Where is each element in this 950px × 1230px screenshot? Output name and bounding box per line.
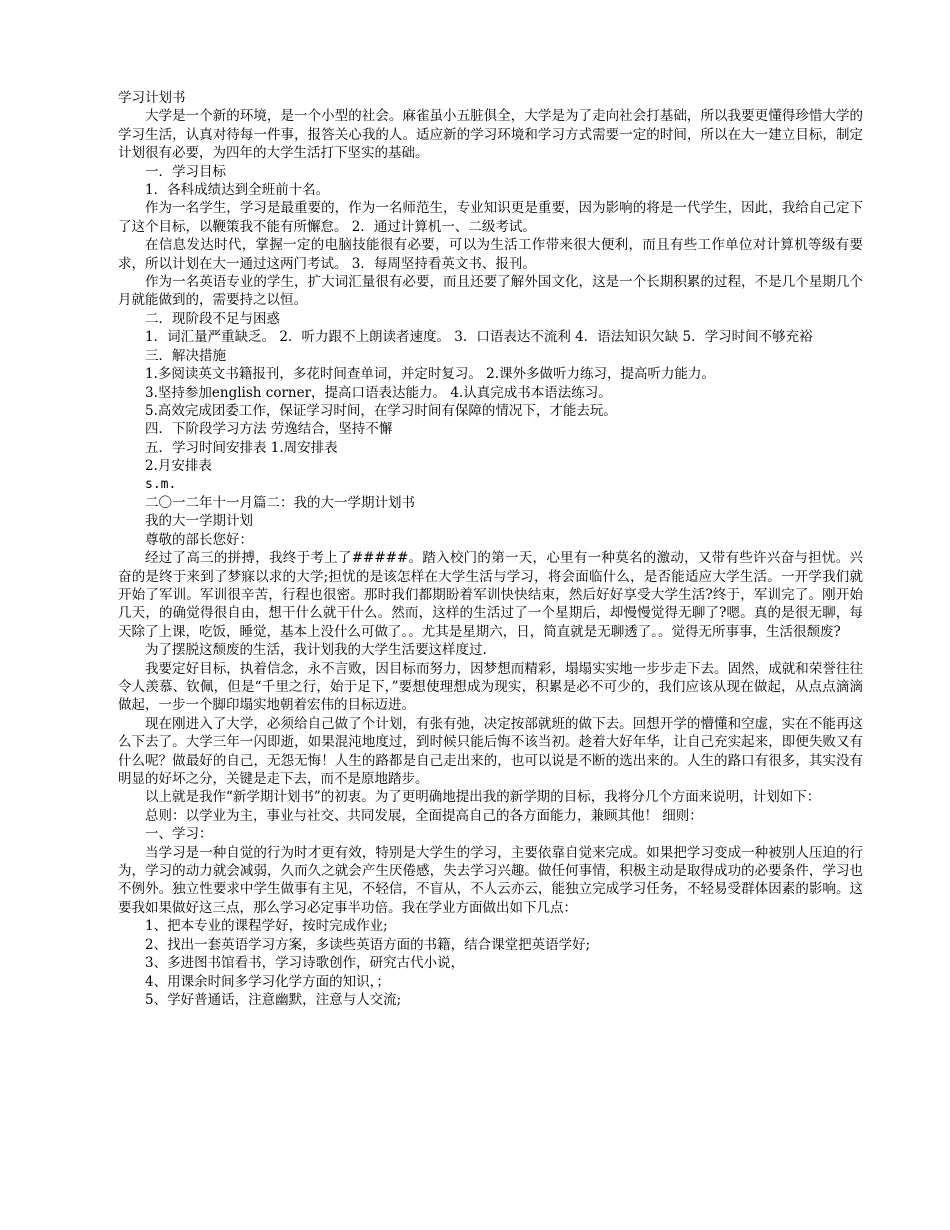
paragraph-goal-2: 在信息发达时代，掌握一定的电脑技能很有必要，可以为生活工作带来很大便利，而且有些工作单位对计算机等级有要求，所以计划在大一通过这两门考试。 3．每周坚持看英文书、报刊。 [118, 237, 863, 272]
list-item-4: 4、用课余时间多学习化学方面的知识，； [145, 973, 390, 990]
paragraph-current-plan: 现在刚进入了大学，必须给自己做了个计划，有张有弛，决定按部就班的做下去。回想开学的懵懂和空虚，实在不能再这么下去了。大学三年一闪即逝，如果混沌地度过，到时候只能后悔不该当初。趁着大好年华，让自己充实起来，即便失败又有什么呢？做最好的自己，无怨无悔！人生的路都是自己走出来的，也可以说是不断的选出来的。人生的路口有很多，其实没有明显的好坏之分，关键是走下去，而不是原地踏步。 [118, 715, 863, 788]
paragraph-goal-3: 作为一名英语专业的学生，扩大词汇量很有必要，而且还要了解外国文化，这是一个长期积累的过程，不是几个星期几个月就能做到的，需要持之以恒。 [118, 274, 863, 309]
abbreviation-sm: s.m. [145, 476, 177, 492]
list-item-2: 2、找出一套英语学习方案，多读些英语方面的书籍，结合课堂把英语学好; [145, 936, 591, 953]
measure-line-1: 1.多阅读英文书籍报刊，多花时间查单词，并定时复习。 2.课外多做听力练习，提高听力能力。 [145, 366, 716, 383]
schedule-item-2: 2.月安排表 [145, 458, 212, 475]
paragraph-intro: 大学是一个新的环境，是一个小型的社会。麻雀虽小五脏俱全，大学是为了走向社会打基础，所以我要更懂得珍惜大学的学习生活，认真对待每一件事，报答关心我的人。适应新的学习环境和学习方式需要一定的时间，所以在大一建立目标，制定计划很有必要，为四年的大学生活打下坚实的基础。 [118, 108, 863, 162]
greeting: 尊敬的部长您好： [145, 531, 253, 548]
section-heading-study: 一、学习： [145, 826, 213, 843]
paragraph-general-rule: 总则：以学业为主，事业与社交、共同发展，全面提高自己的各方面能力，兼顾其他！ 细则： [145, 807, 703, 824]
section-heading-measures: 三．解决措施 [145, 347, 226, 364]
section-heading-schedule: 五．学习时间安排表 1.周安排表 [145, 439, 338, 456]
goal-item-1: 1．各科成绩达到全班前十名。 [145, 182, 330, 199]
paragraph-study: 当学习是一种自觉的行为时才更有效，特别是大学生的学习，主要依靠自觉来完成。如果把学习变成一种被别人压迫的行为，学习的动力就会减弱，久而久之就会产生厌倦感，失去学习兴趣。做任何事情，积极主动是取得成功的必要条件，学习也不例外。独立性要求中学生做事有主见，不轻信，不盲从，不人云亦云，能独立完成学习任务，不轻易受群体因素的影响。这要我如果做好这三点，那么学习必定事半功倍。我在学业方面做出如下几点： [118, 844, 863, 916]
paragraph-goals-belief: 我要定好目标，执着信念，永不言败，因目标而努力，因梦想而精彩，塌塌实实地一步步走下去。固然，成就和荣誉往往令人羡慕、钦佩，但是“千里之行，始于足下，”要想使理想成为现实，积累是必不可少的，我们应该从现在做起，从点点滴滴做起，一步一个脚印塌实地朝着宏伟的目标迈进。 [118, 660, 863, 714]
section-heading-methods: 四．下阶段学习方法 劳逸结合，坚持不懈 [145, 421, 393, 438]
section-heading-goals: 一．学习目标 [145, 163, 226, 180]
paragraph-goal-1: 作为一名学生，学习是最重要的，作为一名师范生，专业知识更是重要，因为影响的将是一代学生，因此，我给自己定下了这个目标，以鞭策我不能有所懈怠。 2．通过计算机一、二级考试。 [118, 200, 863, 235]
section-heading-shortcomings: 二．现阶段不足与困惑 [145, 310, 280, 327]
document-title: 学习计划书 [118, 90, 186, 106]
paragraph-college-start: 经过了高三的拼搏，我终于考上了#####。踏入校门的第一天，心里有一种莫名的激动，又带有些许兴奋与担忧。兴奋的是终于来到了梦寐以求的大学;担忧的是该怎样在大学生活与学习，将会面临什么，是否能适应大学生活。一开学我们就开始了军训。军训很辛苦，行程也很密。那时我们都期盼着军训快快结束，然后好好享受大学生活?终于，军训完了。刚开始几天，的确觉得很自由，想干什么就干什么。然而，这样的生活过了一个星期后，却慢慢觉得无聊了?嗯。真的是很无聊，每天除了上课，吃饭，睡觉，基本上没什么可做了。。尤其是星期六，日，简直就是无聊透了。。觉得无所事事，生活很颓废? [118, 550, 863, 640]
part2-subtitle: 我的大一学期计划 [145, 513, 253, 530]
measure-line-3: 5.高效完成团委工作，保证学习时间，在学习时间有保障的情况下，才能去玩。 [145, 402, 617, 419]
list-item-3: 3、多进图书馆看书，学习诗歌创作，研究古代小说， [145, 955, 465, 972]
paragraph-purpose: 以上就是我作“新学期计划书”的初衷。为了更明确地提出我的新学期的目标，我将分几个方面来说明，计划如下： [145, 789, 821, 806]
list-item-1: 1、把本专业的课程学好，按时完成作业; [145, 918, 388, 935]
document-page [118, 89, 863, 1009]
part2-title: 二〇一二年十一月篇二：我的大一学期计划书 [145, 494, 415, 511]
measure-line-2: 3.坚持参加english corner，提高口语表达能力。 4.认真完成书本语法练习。 [145, 384, 612, 401]
paragraph-plan-intent: 为了摆脱这颓废的生活，我计划我的大学生活要这样度过. [145, 642, 487, 659]
paragraph-shortcomings: 1．词汇量严重缺乏。 2．听力跟不上朗读者速度。 3．口语表达不流利 4．语法知识欠缺 5．学习时间不够充裕 [145, 329, 813, 346]
list-item-5: 5、学好普通话，注意幽默，注意与人交流; [145, 991, 402, 1008]
